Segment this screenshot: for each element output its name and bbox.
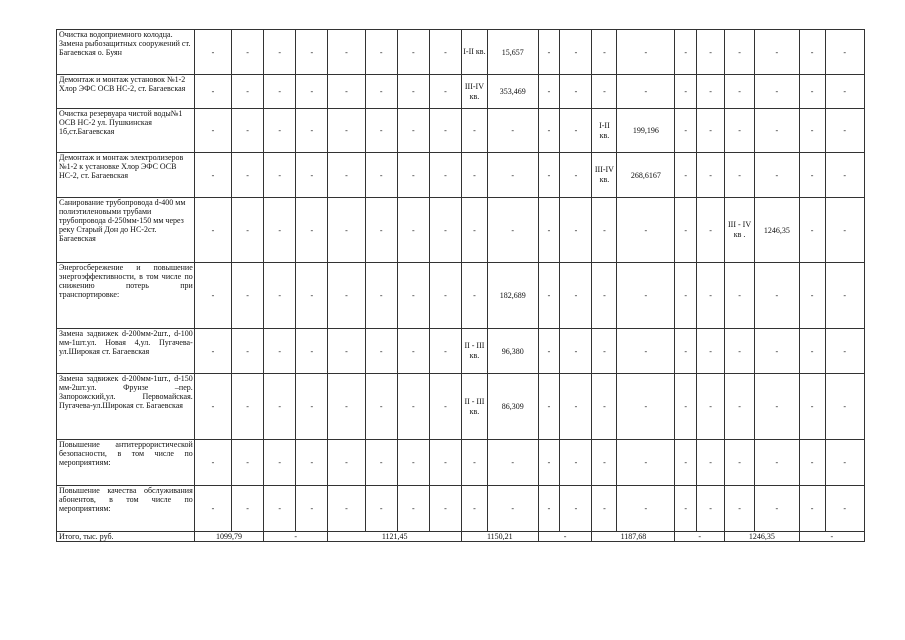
cell: -: [487, 440, 538, 486]
measure-name: Замена задвижек d-200мм-2шт., d-100 мм-1шт.ул. Новая 4,ул. Пугачева-ул.Широкая ст. Багаевская: [57, 329, 195, 374]
cell: -: [232, 109, 264, 153]
cell: -: [755, 486, 800, 532]
cell: -: [617, 374, 675, 440]
investment-program-table: [56, 29, 865, 542]
cell: -: [296, 198, 328, 263]
period-cell: I-II кв.: [592, 109, 617, 153]
cell: -: [675, 486, 697, 532]
cell: -: [538, 329, 560, 374]
cell: -: [697, 75, 725, 109]
period-cell: II - III кв.: [461, 374, 487, 440]
measure-name: Демонтаж и монтаж установок №1-2 Хлор ЭФС ОСВ НС-2, ст. Багаевская: [57, 75, 195, 109]
cell: -: [365, 374, 397, 440]
cell: -: [538, 440, 560, 486]
cell: -: [592, 329, 617, 374]
cell: -: [617, 75, 675, 109]
cell: -: [697, 486, 725, 532]
cell: -: [755, 153, 800, 198]
total-label: Итого, тыс. руб.: [57, 532, 195, 542]
cell: -: [725, 329, 755, 374]
cell: -: [697, 198, 725, 263]
amount-cell: 268,6167: [617, 153, 675, 198]
cell: -: [725, 263, 755, 329]
cell: -: [755, 263, 800, 329]
total-value: 1150,21: [461, 532, 538, 542]
cell: -: [328, 329, 365, 374]
cell: -: [429, 486, 461, 532]
cell: -: [487, 153, 538, 198]
cell: -: [755, 374, 800, 440]
measure-name: Очистка резервуара чистой воды№1 ОСВ НС-2 ул. Пушкинская 1б,ст.Багаевская: [57, 109, 195, 153]
table-row: [57, 440, 865, 486]
amount-cell: 353,469: [487, 75, 538, 109]
period-cell: III-IV кв.: [592, 153, 617, 198]
cell: -: [725, 374, 755, 440]
table-row: [57, 374, 865, 440]
amount-cell: 1246,35: [755, 198, 800, 263]
cell: -: [799, 263, 825, 329]
cell: -: [675, 440, 697, 486]
total-value: -: [264, 532, 328, 542]
cell: -: [232, 30, 264, 75]
cell: -: [232, 75, 264, 109]
table-row: [57, 30, 865, 75]
cell: -: [799, 75, 825, 109]
measure-name: Демонтаж и монтаж электролизеров №1-2 к установке Хлор ЭФС ОСВ НС-2, ст. Багаевская: [57, 153, 195, 198]
cell: -: [429, 109, 461, 153]
cell: -: [461, 263, 487, 329]
cell: -: [617, 486, 675, 532]
cell: -: [538, 374, 560, 440]
cell: -: [725, 30, 755, 75]
cell: -: [755, 329, 800, 374]
cell: -: [755, 30, 800, 75]
total-value: 1099,79: [194, 532, 263, 542]
cell: -: [264, 486, 296, 532]
cell: -: [592, 198, 617, 263]
cell: -: [560, 329, 592, 374]
cell: -: [365, 486, 397, 532]
cell: -: [799, 440, 825, 486]
cell: -: [538, 109, 560, 153]
cell: -: [560, 440, 592, 486]
cell: -: [296, 374, 328, 440]
cell: -: [592, 440, 617, 486]
cell: -: [194, 153, 231, 198]
cell: -: [592, 263, 617, 329]
cell: -: [296, 75, 328, 109]
cell: -: [697, 329, 725, 374]
total-row: [57, 532, 865, 542]
cell: -: [232, 486, 264, 532]
cell: -: [825, 30, 864, 75]
cell: -: [697, 109, 725, 153]
cell: -: [461, 440, 487, 486]
total-value: 1121,45: [328, 532, 462, 542]
cell: -: [264, 374, 296, 440]
table-row: [57, 153, 865, 198]
cell: -: [365, 329, 397, 374]
cell: -: [397, 486, 429, 532]
cell: -: [264, 440, 296, 486]
cell: -: [194, 374, 231, 440]
cell: -: [397, 153, 429, 198]
cell: -: [365, 75, 397, 109]
cell: -: [560, 263, 592, 329]
cell: -: [725, 440, 755, 486]
cell: -: [560, 30, 592, 75]
cell: -: [675, 329, 697, 374]
cell: -: [538, 486, 560, 532]
cell: -: [429, 153, 461, 198]
cell: -: [232, 263, 264, 329]
cell: -: [697, 30, 725, 75]
cell: -: [328, 440, 365, 486]
cell: -: [825, 153, 864, 198]
cell: -: [232, 153, 264, 198]
period-cell: II - III кв.: [461, 329, 487, 374]
cell: -: [592, 374, 617, 440]
cell: -: [397, 329, 429, 374]
table-row: [57, 486, 865, 532]
cell: -: [538, 263, 560, 329]
cell: -: [825, 263, 864, 329]
measure-name: Очистка водоприемного колодца. Замена рыбозащитных сооружений ст. Багаевская о. Буян: [57, 30, 195, 75]
period-cell: III-IV кв.: [461, 75, 487, 109]
cell: -: [365, 440, 397, 486]
cell: -: [617, 198, 675, 263]
cell: -: [328, 153, 365, 198]
cell: -: [328, 374, 365, 440]
cell: -: [232, 329, 264, 374]
cell: -: [825, 486, 864, 532]
cell: -: [194, 30, 231, 75]
cell: -: [429, 30, 461, 75]
cell: -: [365, 30, 397, 75]
cell: -: [825, 440, 864, 486]
cell: -: [194, 329, 231, 374]
cell: -: [461, 198, 487, 263]
cell: -: [799, 153, 825, 198]
cell: -: [825, 75, 864, 109]
cell: -: [232, 440, 264, 486]
cell: -: [365, 198, 397, 263]
cell: -: [264, 263, 296, 329]
cell: -: [725, 153, 755, 198]
table-row: [57, 198, 865, 263]
cell: -: [397, 198, 429, 263]
cell: -: [560, 75, 592, 109]
cell: -: [328, 198, 365, 263]
cell: -: [560, 153, 592, 198]
cell: -: [194, 75, 231, 109]
cell: -: [755, 75, 800, 109]
cell: -: [365, 153, 397, 198]
cell: -: [429, 263, 461, 329]
amount-cell: 96,380: [487, 329, 538, 374]
cell: -: [296, 153, 328, 198]
cell: -: [755, 109, 800, 153]
cell: -: [461, 486, 487, 532]
cell: -: [264, 153, 296, 198]
cell: -: [675, 109, 697, 153]
cell: -: [264, 329, 296, 374]
cell: -: [697, 374, 725, 440]
cell: -: [799, 198, 825, 263]
cell: -: [675, 198, 697, 263]
cell: -: [617, 329, 675, 374]
total-value: -: [538, 532, 592, 542]
amount-cell: 199,196: [617, 109, 675, 153]
cell: -: [264, 198, 296, 263]
cell: -: [487, 486, 538, 532]
cell: -: [799, 30, 825, 75]
cell: -: [592, 75, 617, 109]
cell: -: [538, 75, 560, 109]
cell: -: [675, 263, 697, 329]
cell: -: [799, 109, 825, 153]
cell: -: [232, 198, 264, 263]
measure-name: Энергосбережение и повышение энергоэффективности, в том числе по снижению потерь при транспортировке:: [57, 263, 195, 329]
cell: -: [429, 374, 461, 440]
measure-name: Повышение качества обслуживания абонентов, в том числе по мероприятиям:: [57, 486, 195, 532]
cell: -: [232, 374, 264, 440]
cell: -: [697, 263, 725, 329]
cell: -: [592, 486, 617, 532]
table-row: [57, 263, 865, 329]
cell: -: [487, 198, 538, 263]
cell: -: [397, 440, 429, 486]
cell: -: [365, 263, 397, 329]
cell: -: [697, 153, 725, 198]
cell: -: [825, 198, 864, 263]
period-cell: III - IV кв .: [725, 198, 755, 263]
cell: -: [538, 153, 560, 198]
cell: -: [429, 75, 461, 109]
cell: -: [560, 374, 592, 440]
cell: -: [560, 198, 592, 263]
cell: -: [296, 263, 328, 329]
measure-name: Повышение антитеррористической безопасности, в том числе по мероприятиям:: [57, 440, 195, 486]
cell: -: [264, 109, 296, 153]
cell: -: [397, 374, 429, 440]
table-row: [57, 75, 865, 109]
cell: -: [397, 263, 429, 329]
cell: -: [825, 374, 864, 440]
cell: -: [397, 75, 429, 109]
cell: -: [538, 30, 560, 75]
measure-name: Санирование трубопровода d-400 мм полиэтиленовыми трубами трубопровода d-250мм-150 мм через реку Старый Дон до НС-2ст. Багаевская: [57, 198, 195, 263]
cell: -: [675, 153, 697, 198]
cell: -: [296, 440, 328, 486]
amount-cell: 86,309: [487, 374, 538, 440]
cell: -: [264, 30, 296, 75]
cell: -: [675, 75, 697, 109]
cell: -: [328, 486, 365, 532]
cell: -: [397, 30, 429, 75]
table-row: [57, 109, 865, 153]
cell: -: [194, 486, 231, 532]
cell: -: [675, 374, 697, 440]
cell: -: [429, 198, 461, 263]
amount-cell: 15,657: [487, 30, 538, 75]
cell: -: [194, 263, 231, 329]
total-value: 1187,68: [592, 532, 675, 542]
cell: -: [617, 30, 675, 75]
cell: -: [799, 329, 825, 374]
cell: -: [675, 30, 697, 75]
cell: -: [825, 329, 864, 374]
cell: -: [365, 109, 397, 153]
cell: -: [264, 75, 296, 109]
cell: -: [617, 263, 675, 329]
cell: -: [755, 440, 800, 486]
table-row: [57, 329, 865, 374]
cell: -: [328, 75, 365, 109]
cell: -: [799, 374, 825, 440]
cell: -: [328, 109, 365, 153]
cell: -: [296, 329, 328, 374]
cell: -: [725, 486, 755, 532]
cell: -: [725, 109, 755, 153]
measure-name: Замена задвижек d-200мм-1шт., d-150 мм-2шт.ул. Фрунзе –пер. Запорожский,ул. Первомайская. Пугачева-ул.Широкая ст. Багаевская: [57, 374, 195, 440]
cell: -: [461, 109, 487, 153]
cell: -: [461, 153, 487, 198]
cell: -: [296, 30, 328, 75]
cell: -: [194, 440, 231, 486]
cell: -: [296, 486, 328, 532]
cell: -: [296, 109, 328, 153]
period-cell: I-II кв.: [461, 30, 487, 75]
total-value: 1246,35: [725, 532, 800, 542]
cell: -: [560, 486, 592, 532]
cell: -: [825, 109, 864, 153]
cell: -: [429, 329, 461, 374]
total-value: -: [675, 532, 725, 542]
total-value: -: [799, 532, 864, 542]
cell: -: [799, 486, 825, 532]
cell: -: [328, 263, 365, 329]
cell: -: [397, 109, 429, 153]
cell: -: [429, 440, 461, 486]
cell: -: [538, 198, 560, 263]
cell: -: [697, 440, 725, 486]
cell: -: [592, 30, 617, 75]
cell: -: [194, 109, 231, 153]
cell: -: [617, 440, 675, 486]
cell: -: [328, 30, 365, 75]
cell: -: [194, 198, 231, 263]
cell: -: [725, 75, 755, 109]
cell: -: [560, 109, 592, 153]
cell: -: [487, 109, 538, 153]
amount-cell: 182,689: [487, 263, 538, 329]
